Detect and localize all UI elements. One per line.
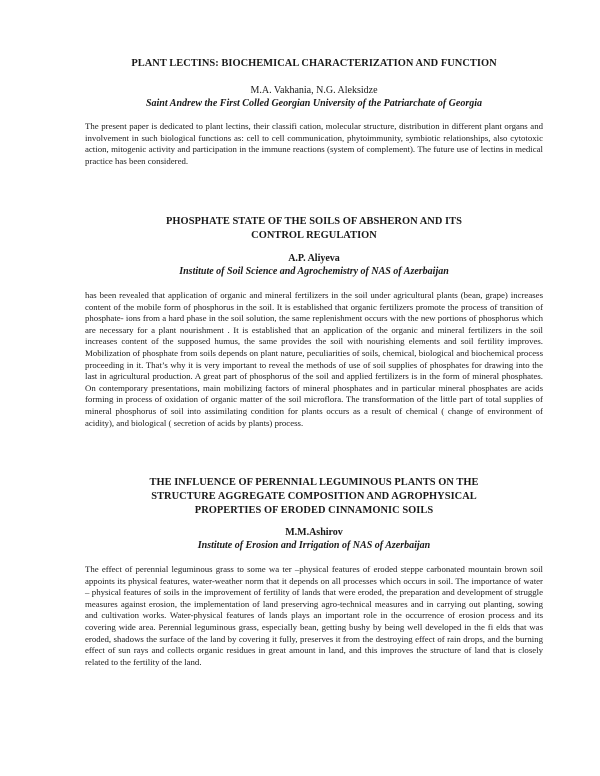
article-abstract: has been revealed that application of organic and mineral fertilizers in the soil under agricultural plants (bean, grape) increases content of the mobile form of phosphorus in the soil. It is established that organic fertilizers promote the process of transition of phosphate- ions from a hard phase in the soil solution, the same replenishment occurs with the new portions of phosphorus which are necessary for a plant nourishment . It is established that an application of the organic and mineral fertilizers in the soil increases content of the supposed humus, the same provides the soil with nourishing elements and soil fertility improves. Mobilization of phosphate from soils depends on plant nature, peculiarities of soils, chemical, biological and biochemical process proceeding in it. That’s why it is very important to reveal the methods of use of soil supplies of phosphates for drawing into the last in agricultural production. A great part of phosphorus of the soil and applied fertilizers is in the form of mineral phosphates. On contemporary presentations, main mobilizing factors of mineral phosphates and in particular mineral phosphates are acids forming in process of oxidation of organic matter of the soil microflora. The transformation of the little part of total supplies of mineral phosphorus of soil into assimilating condition for plants occurs as a result of chemical ( change of environment of acidity), and biological ( secretion of acids by plants) process. xyxy=(85,290,543,428)
article-authors: M.M.Ashirov xyxy=(285,527,343,538)
article-abstract: The effect of perennial leguminous grass to some wa ter –physical features of eroded steppe carbonated mountain brown soil appoints its physical features, water-weather norm that it depends on all processes which occurs in soil. The importance of water – physical features of soils in the improvement of fertility of lands that were eroded, the preparation and development of struggle measures against erosion, the implementation of land preserving agro-technical measures and in carrying out planting, sowing and cultivation works. Water-physical features of lands plays an important role in the occurrence of erosion process and its covering wide area. Perennial leguminous grass, especially bean, getting bushy by being well developed in the fi elds that was eroded, shadows the surface of the land by covering it fully, preserves it from the destroying effect of rain drops, and the burning effect of sun rays and collects organic residues in great amount in land, and this improves the structure of land that is closely related to the fertility of the land. xyxy=(85,564,543,667)
article-abstract: The present paper is dedicated to plant lectins, their classifi cation, molecular structure, distribution in different plant organs and involvement in such biological functions as: cell to cell communication, phytoimmunity, symbiotic relationships, also cytotoxic action, mitogenic activity and participation in the immune reactions (system of complement). The future use of lectins in medical practice has been considered. xyxy=(85,121,543,166)
article-title xyxy=(85,476,543,518)
article-title: PLANT LECTINS: BIOCHEMICAL CHARACTERIZATION AND FUNCTION xyxy=(131,58,497,69)
article-title xyxy=(85,215,543,243)
article-affiliation: Saint Andrew the First Colled Georgian University of the Patriarchate of Georgia xyxy=(145,98,483,109)
article-authors: A.P. Aliyeva xyxy=(288,253,340,264)
article-title-line: THE INFLUENCE OF PERENNIAL LEGUMINOUS PLANTS ON THE xyxy=(149,477,479,488)
article-affiliation: Institute of Erosion and Irrigation of NAS of Azerbaijan xyxy=(197,540,431,551)
article-affiliation: Institute of Soil Science and Agrochemistry of NAS of Azerbaijan xyxy=(179,266,449,277)
article-plant-lectins xyxy=(85,57,543,167)
article-phosphate-state xyxy=(85,215,543,429)
article-leguminous-plants xyxy=(85,476,543,668)
article-authors: M.A. Vakhania, N.G. Aleksidze xyxy=(250,85,378,96)
article-title-line: STRUCTURE AGGREGATE COMPOSITION AND AGROPHYSICAL xyxy=(151,491,477,502)
article-title-line: CONTROL REGULATION xyxy=(251,230,377,241)
article-title-line: PHOSPHATE STATE OF THE SOILS OF ABSHERON AND ITS xyxy=(166,216,462,227)
article-title-line: PROPERTIES OF ERODED CINNAMONIC SOILS xyxy=(194,505,434,516)
